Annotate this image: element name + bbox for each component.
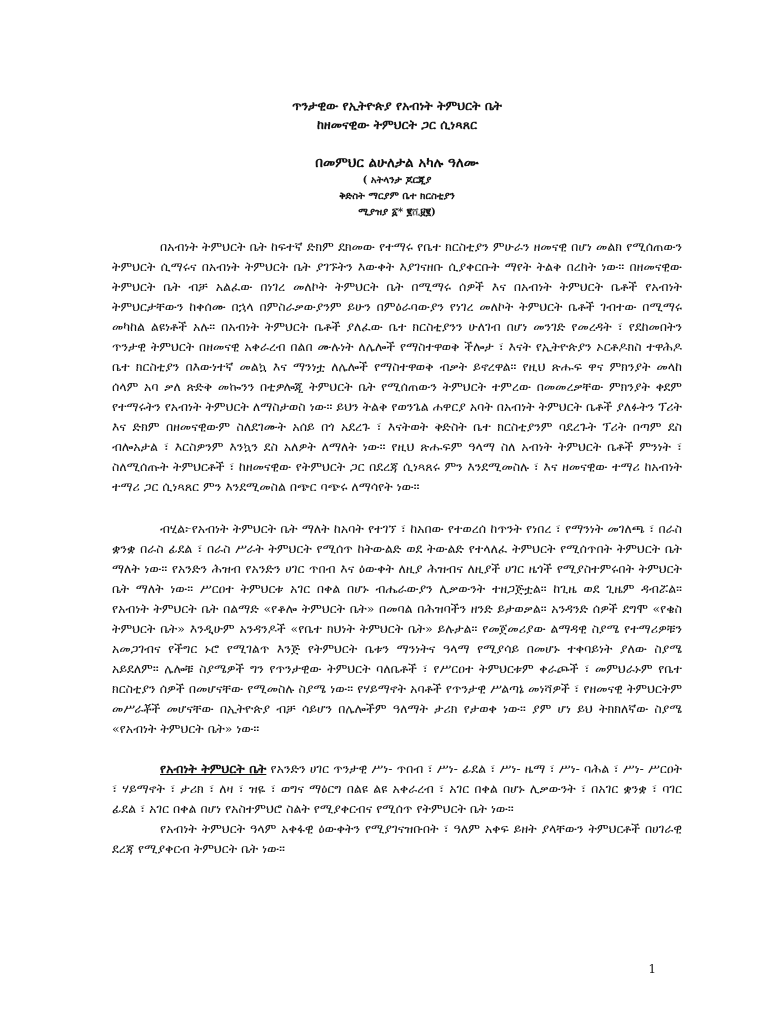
defined-term: የአብነት ትምህርት ቤት — [160, 761, 267, 776]
body-paragraph-4: የአብነት ትምህርት ዓላም አቀፋዊ ዕውቀትን የሚያገናዝቡበት ፣ ዓለም አቀፍ ይዘት ያላቸውን ትምህርቶች በሀገራዊ ደረጃ የሚያቀርብ ትምህርት ቤት ነው። — [112, 821, 682, 856]
body-paragraph-3-text: የአንድን ሀገር ጥንታዊ ሥነ- ጥበብ ፣ ሥነ- ፊደል ፣ ሥነ- ዜማ ፣ ሥነ- ባሕል ፣ ሥነ- ሥርዐት ፣ ሃይማኖት ፣ ታሪክ ፣ ለዛ ፣ ዝዬ ፣ ወግና ማዕርግ በልዩ ልዩ አቀራረብ ፣ አገር በቀል በሆኑ ሊቃውንት ፣ በአገር ቋንቋ ፣ ባገር ፊደል ፣ አገር በቀል በሆነ የአስተምህሮ ስልት የሚያቀርብና የሚሰጥ የትምህርት ቤት ነው። — [112, 761, 682, 816]
body-paragraph-3 — [112, 759, 682, 819]
document-title-line-2: ከዘመናዊው ትምህርት ጋር ሲነጻጸር — [317, 117, 477, 132]
body-paragraph-2: ብሂል፦የአብነት ትምህርት ቤት ማለት ከአባት የተገኘ ፣ ከአበው የተወረሰ ከጥንት የነበረ ፣ የማንነት መገለጫ ፣ በራስ ቋንቋ በራስ ፊደል ፣ በራስ ሥራት ትምህርት የሚሰጥ ከትውልድ ወደ ትውልድ የተላለፈ ትምህርት የሚሰጥበት ትምህርት ቤት ማለት ነው። የአንድን ሕዝብ የአንድን ሀገር ጥበብ እና ዕውቀት ለዚያ ሕዝብና ለዚያች ሀገር ዜጎች የሚያስተምሩበት ትምህርት ቤት ማለት ነው። ሥርዐተ ትምህርቱ አገር በቀል በሆኑ ብሔራውያን ሊቃውንት ተዘጋጅቷል። ከጊዜ ወደ ጊዜም ዳብሯል። የአብነት ትምህርት ቤት በልማድ «የቆሎ ትምህርት ቤት» በመባል በሕዝባችን ዘንድ ይታወቃል። አንዳንድ ሰዎች ደግሞ «የቄስ ትምህርት ቤት» እንዲሁም አንዳንዶች «የቤተ ክህነት ትምህርት ቤት» ይሉታል። የመጀመሪያው ልማዳዊ ስያሜ የተማሪዎቹን አመጋገብና የችግር ኑሮ የሚገልጥ እንጅ የትምህርት ቤቱን ማንነትና ዓላማ የሚያሳይ በመሆኑ ተቀባይነት ያለው ስያሜ አይደለም። ሌሎቹ ስያሜዎች ግን የጥንታዊው ትምህርት ባለቤቶች ፣ የሥርዐተ ትምህርቱም ቀራጮች ፣ መምህራኑም የቤተ ክርስቲያን ሰዎች በመሆናቸው የሚመስሉ ስያሜ ነው። የሃይማኖት አባቶች የጥንታዊ ሥልጣኔ መነሻዎች ፣ የዘመናዊ ትምህርትም መሥራቾች መሆናቸው በኢትዮጵያ ብቻ ሳይሆን በሌሎችም ዓለማት ታሪክ የታወቀ ነው። ያም ሆነ ይህ ትክክለኛው ስያሜ «የአብነት ትምህርት ቤት» ነው። — [112, 521, 682, 736]
affiliation-line-2: ቅድስት ማርያም ቤተ ክርስቲያን — [339, 191, 455, 202]
document-title-line-1: ጥንታዊው የኢትዮጵያ የአብነት ትምህርት ቤት — [292, 98, 502, 113]
body-paragraph-1: በአብነት ትምህርት ቤት ከፍተኛ ድክም ደክመው የተማሩ የቤተ ክርስቲያን ምሁራን ዘመናዊ በሆነ መልክ የሚሰጠውን ትምህርት ሲማሩና በአብነት ትምህርት ቤት ያገኙትን እውቀት እያገናዘቡ ሲያቀርቡት ማየት ትልቅ በረከት ነው። በዘመናዊው ትምህርት ቤት ብቻ አልፈው በነገረ መለኮት ትምህርት ቤት በሚማሩ ሰዎች እና በአብነት ትምህርት ቤቶች የአብነት ትምህርታቸውን ከቀሰሙ በኋላ በምስራቃውያንም ይሁን በምዕራባውያን የነገረ መለኮት ትምህርት ቤቶች ገብተው በሚማሩ መካከል ልዩነቶች አሉ። በአብነት ትምህርት ቤቶች ያለፈው ቤተ ክርስቲያንን ሁለገብ በሆነ መንገድ የመረዳት ፣ የደከመበትን ጥንታዊ ትምህርት በዘመናዊ አቀራረብ በልበ ሙሉነት ለሌሎች የማስተዋወቅ ችሎታ ፣ እናት የኢትዮጵያን ኦርቶዶክስ ተዋሕዶ ቤተ ክርስቲያን በእውነተኛ መልኳ እና ማንነቷ ለሌሎች የማስተዋወቅ ብቃት ይኖረዋል። የዚህ ጽሑፍ ዋና ምክንያት መላከ ሰላም አባ ቃለ ጽድቅ መኰንን በቲዎሎጂ ትምህርት ቤት የሚሰጠውን ትምህርት ተምረው በመመረቃቸው ምክንያት ቀደም የተማሩትን የአብነት ትምህርት ለማስታወስ ነው። ይህን ትልቅ የወንጌል ሐዋርያ አባት በአብነት ትምህርት ቤቶች ያለፉትን ፕሪት እና ድክም በዘመናዊውም ስለደገሙት አሰይ በጎ አደረጉ ፣ እናትወት ቅድስት ቤተ ክርስቲያንም ባደረጉት ፕሪት በጣም ደስ ብሎአታል ፣ እርስዎንም እንኳን ደስ አለዎት ለማለት ነው። የዚህ ጽሑፍም ዓላማ ስለ አብነት ትምህርት ቤቶች ምንነት ፣ ስለሚሰጡት ትምህርቶች ፣ ከዘመናዊው የትምህርት ጋር በደረጃ ሲነጻጸሩ ምን እንደሚመስሉ ፣ እና ዘመናዊው ተማሪ ከአብነት ተማሪ ጋር ሲነጻጸር ምን እንደሚመስል በጭር ባጭሩ ለማሳየት ነው። — [112, 239, 682, 494]
affiliation-line-3: ሚያዝያ ፩* ፪ሺ፱፪) — [358, 207, 436, 218]
page-number: 1 — [648, 962, 656, 976]
author-block — [112, 154, 682, 221]
author-name: በመምህር ልሁለታል አካሉ ዓለሙ — [315, 155, 479, 171]
affiliation-line-1: ( አትላንታ ጆርጂያ — [362, 175, 432, 186]
